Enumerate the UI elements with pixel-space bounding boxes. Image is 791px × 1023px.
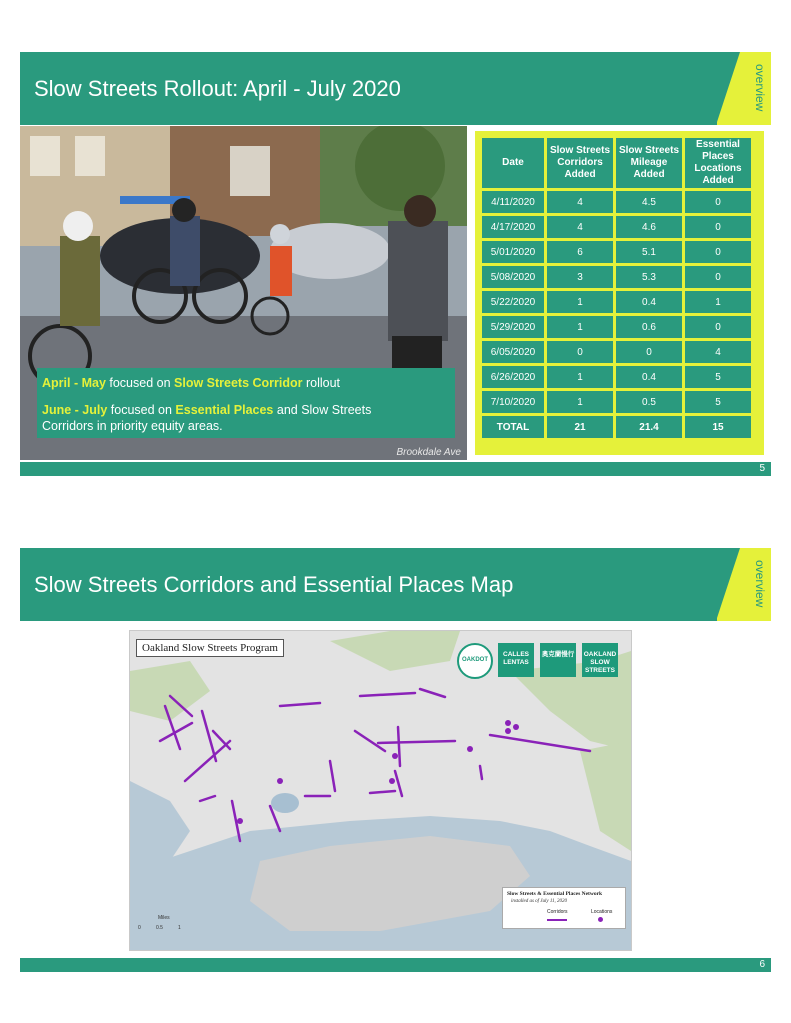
slide-title: Slow Streets Rollout: April - July 2020 — [34, 76, 401, 101]
table-cell: 4.5 — [616, 191, 682, 213]
scale-tick: 1 — [178, 925, 181, 931]
header-date: Date — [482, 138, 544, 188]
table-row — [482, 291, 751, 313]
table-cell: 0.5 — [616, 391, 682, 413]
table-row — [482, 366, 751, 388]
table-cell: 6/05/2020 — [482, 341, 544, 363]
footer-bar — [20, 462, 771, 476]
street-photo — [20, 126, 467, 460]
table-cell: 0 — [616, 341, 682, 363]
total-cell: TOTAL — [482, 416, 544, 438]
table-cell: 0 — [685, 241, 751, 263]
table-cell: 6 — [547, 241, 613, 263]
oakdot-logo — [457, 643, 493, 679]
legend-locations-label: Locations — [591, 909, 613, 915]
table-row — [482, 341, 751, 363]
caption-highlight-june-july: June - July — [42, 403, 108, 417]
page-number: 6 — [759, 959, 765, 970]
table-cell: 4.6 — [616, 216, 682, 238]
caption-text: focused on — [105, 376, 175, 390]
header-mileage: Slow Streets Mileage Added — [616, 138, 682, 188]
table-cell: 5 — [685, 366, 751, 388]
table-cell: 4/17/2020 — [482, 216, 544, 238]
table-cell: 5/01/2020 — [482, 241, 544, 263]
slide-title: Slow Streets Corridors and Essential Places Map — [34, 572, 514, 597]
legend-subtitle: installed as of July 11, 2020 — [511, 899, 568, 904]
legend-corridors-label: Corridors — [547, 909, 568, 915]
scale-tick: 0.5 — [156, 925, 163, 931]
calles-lentas-badge — [498, 643, 534, 677]
table-row — [482, 266, 751, 288]
table-cell: 4 — [547, 191, 613, 213]
caption-text: and Slow Streets — [273, 403, 372, 417]
title-bar — [20, 52, 717, 125]
caption-line-1 — [42, 375, 340, 391]
total-cell: 21.4 — [616, 416, 682, 438]
table-cell: 0.4 — [616, 366, 682, 388]
section-tab — [717, 52, 771, 125]
caption-text: rollout — [302, 376, 341, 390]
table-cell: 0.6 — [616, 316, 682, 338]
table-cell: 5.1 — [616, 241, 682, 263]
table-row — [482, 241, 751, 263]
scale-tick: 0 — [138, 925, 141, 931]
table-cell: 0 — [685, 216, 751, 238]
table-cell: 0 — [547, 341, 613, 363]
map-title: Oakland Slow Streets Program — [136, 639, 284, 657]
table-cell: 1 — [547, 391, 613, 413]
table-cell: 1 — [547, 316, 613, 338]
photo-caption — [37, 368, 455, 438]
page-number: 5 — [759, 463, 765, 474]
section-tab-label: overview — [753, 64, 767, 112]
table-cell: 5.3 — [616, 266, 682, 288]
caption-highlight-april-may: April - May — [42, 376, 106, 390]
slide-6 — [20, 548, 771, 972]
slide-5 — [20, 52, 771, 476]
rollout-table — [475, 131, 764, 455]
table-cell: 0 — [685, 316, 751, 338]
map-legend — [502, 887, 626, 929]
table-cell: 5 — [685, 391, 751, 413]
caption-highlight-essential: Essential Places — [175, 403, 274, 417]
table-cell: 1 — [547, 366, 613, 388]
table-cell: 1 — [547, 291, 613, 313]
title-bar — [20, 548, 717, 621]
table-cell: 0.4 — [616, 291, 682, 313]
footer-bar — [20, 958, 771, 972]
table-header-row — [482, 138, 751, 188]
header-locations: Essential Places Locations Added — [685, 138, 751, 188]
table-cell: 0 — [685, 191, 751, 213]
badge-text: 奧克蘭慢行 — [541, 651, 575, 658]
table-cell: 1 — [685, 291, 751, 313]
header-corridors: Slow Streets Corridors Added — [547, 138, 613, 188]
table-cell: 3 — [547, 266, 613, 288]
caption-text: focused on — [107, 403, 176, 417]
table-cell: 4 — [547, 216, 613, 238]
table-cell: 6/26/2020 — [482, 366, 544, 388]
table-total-row — [482, 416, 751, 438]
table-row — [482, 316, 751, 338]
slow-streets-map — [129, 630, 632, 951]
oakland-slow-streets-badge — [582, 643, 618, 677]
table-cell: 4 — [685, 341, 751, 363]
scale-label: Miles — [158, 915, 170, 921]
total-cell: 21 — [547, 416, 613, 438]
table-cell: 5/22/2020 — [482, 291, 544, 313]
caption-line-2 — [42, 402, 371, 418]
legend-corridor-swatch — [547, 919, 567, 921]
oakdot-logo-text: OAKDOT — [462, 657, 488, 663]
section-tab — [717, 548, 771, 621]
photo-credit: Brookdale Ave — [396, 447, 461, 458]
table-cell: 5/29/2020 — [482, 316, 544, 338]
table-cell: 7/10/2020 — [482, 391, 544, 413]
badge-text: CALLES LENTAS — [503, 651, 529, 666]
chinese-slow-streets-badge — [540, 643, 576, 677]
table-row — [482, 391, 751, 413]
table-row — [482, 191, 751, 213]
section-tab-label: overview — [753, 560, 767, 608]
total-cell: 15 — [685, 416, 751, 438]
badge-text: OAKLAND SLOW STREETS — [583, 651, 617, 674]
rollout-table-grid — [479, 135, 754, 441]
table-row — [482, 216, 751, 238]
table-cell: 4/11/2020 — [482, 191, 544, 213]
table-cell: 0 — [685, 266, 751, 288]
legend-title: Slow Streets & Essential Places Network — [507, 891, 603, 897]
caption-line-3: Corridors in priority equity areas. — [42, 419, 223, 433]
legend-location-swatch — [598, 917, 603, 922]
caption-highlight-corridor: Slow Streets Corridor — [174, 376, 303, 390]
table-cell: 5/08/2020 — [482, 266, 544, 288]
table-body — [482, 191, 751, 438]
